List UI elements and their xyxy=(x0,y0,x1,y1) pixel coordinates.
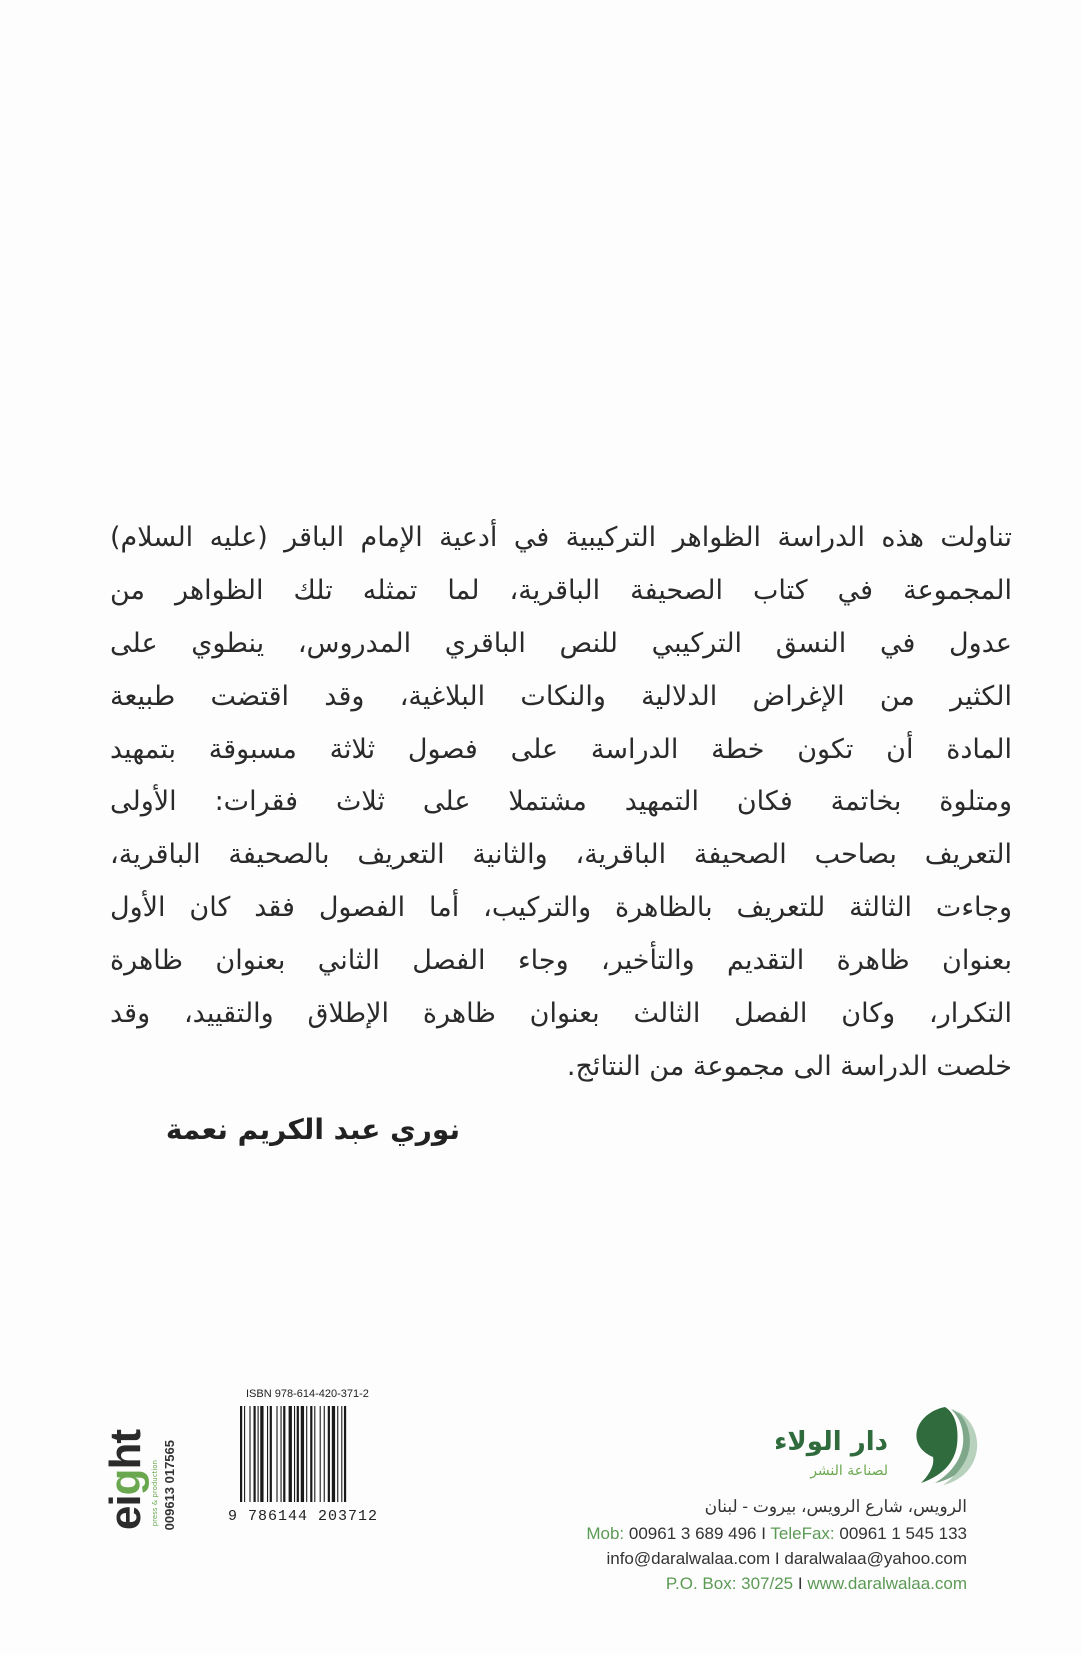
blurb-line: التعريف بصاحب الصحيفة الباقرية، والثانية التعريف بالصحيفة الباقرية، xyxy=(110,839,1012,871)
barcode-bar xyxy=(267,1406,268,1502)
barcode-bar xyxy=(306,1406,307,1502)
publisher-tagline: لصناعة النشر xyxy=(810,1463,888,1479)
publisher-emails[interactable]: info@daralwalaa.com I daralwalaa@yahoo.com xyxy=(606,1549,967,1568)
telefax-number: 00961 1 545 133 xyxy=(839,1524,967,1543)
printer-logo-wordmark: eight xyxy=(101,1429,150,1530)
barcode-bar xyxy=(324,1406,325,1502)
barcode-bar xyxy=(276,1406,277,1502)
barcode-bar xyxy=(314,1406,315,1502)
author-name: نوري عبد الكريم نعمة xyxy=(165,1113,460,1146)
barcode-bar xyxy=(240,1406,242,1502)
barcode-bar xyxy=(258,1406,259,1502)
barcode-bar xyxy=(254,1406,256,1502)
website-link[interactable]: www.daralwalaa.com xyxy=(807,1574,967,1593)
blurb-line: وجاءت الثالثة للتعريف بالظاهرة والتركيب، أما الفصول فقد كان الأول xyxy=(110,892,1012,924)
barcode-bar xyxy=(320,1406,321,1502)
barcode-bar xyxy=(283,1406,285,1502)
printer-logo xyxy=(101,1415,177,1530)
publisher-pobox-web: P.O. Box: 307/25 I www.daralwalaa.com xyxy=(665,1574,967,1593)
barcode-bar xyxy=(270,1406,272,1502)
printer-phone: 009613 017565 xyxy=(162,1439,177,1530)
barcode-bar xyxy=(294,1406,295,1502)
blurb-line: المجموعة في كتاب الصحيفة الباقرية، لما تمثله تلك الظواهر من xyxy=(110,574,1012,606)
blurb-line: الكثير من الإغراض الدلالية والنكات البلاغية، وقد اقتضت طبيعة xyxy=(110,680,1012,712)
barcode-bar xyxy=(328,1406,330,1502)
barcode-bar xyxy=(281,1406,282,1502)
pobox: P.O. Box: 307/25 xyxy=(665,1574,794,1593)
blurb-line: بعنوان ظاهرة التقديم والتأخير، وجاء الفصل الثاني بعنوان ظاهرة xyxy=(110,945,1012,977)
publisher-address: الرويس، شارع الرويس، بيروت - لبنان xyxy=(704,1497,967,1516)
publisher-logo-icon xyxy=(905,1405,980,1485)
barcode-bar xyxy=(260,1406,263,1502)
publisher-name: دار الولاء xyxy=(774,1427,888,1457)
barcode-bar xyxy=(337,1406,338,1502)
barcode-digits: 9 786144 203712 xyxy=(228,1508,379,1525)
barcode-bar xyxy=(289,1406,292,1502)
blurb-line: المادة أن تكون خطة الدراسة على فصول ثلاثة مسبوقة بتمهيد xyxy=(110,733,1012,765)
blurb-line: عدول في النسق التركيبي للنص الباقري المدروس، ينطوي على xyxy=(110,627,1012,659)
barcode-bar xyxy=(341,1406,342,1502)
blurb-line: التكرار، وكان الفصل الثالث بعنوان ظاهرة الإطلاق والتقييد، وقد xyxy=(110,998,1012,1030)
barcode-icon xyxy=(230,1406,385,1506)
publisher-phones: Mob: 00961 3 689 496 I TeleFax: 00961 1 545 133 xyxy=(586,1524,967,1543)
barcode-bar xyxy=(244,1406,245,1502)
barcode-bar xyxy=(344,1406,346,1502)
blurb-paragraph xyxy=(110,512,1012,1094)
blurb-line: تناولت هذه الدراسة الظواهر التركيبية في أدعية الإمام الباقر (عليه السلام) xyxy=(110,522,1012,553)
blurb-line: خلصت الدراسة الى مجموعة من النتائج. xyxy=(566,1050,1012,1082)
barcode-bar xyxy=(249,1406,250,1502)
mobile-number: 00961 3 689 496 xyxy=(628,1524,757,1543)
printer-subtitle: press & production xyxy=(151,1459,159,1526)
barcode-bar xyxy=(301,1406,304,1502)
barcode-bar xyxy=(297,1406,299,1502)
blurb-line: ومتلوة بخاتمة فكان التمهيد مشتملا على ثلاث فقرات: الأولى xyxy=(110,786,1012,818)
isbn-label: ISBN 978-614-420-371-2 xyxy=(246,1388,369,1400)
barcode-bar xyxy=(310,1406,312,1502)
barcode-bar xyxy=(332,1406,335,1502)
